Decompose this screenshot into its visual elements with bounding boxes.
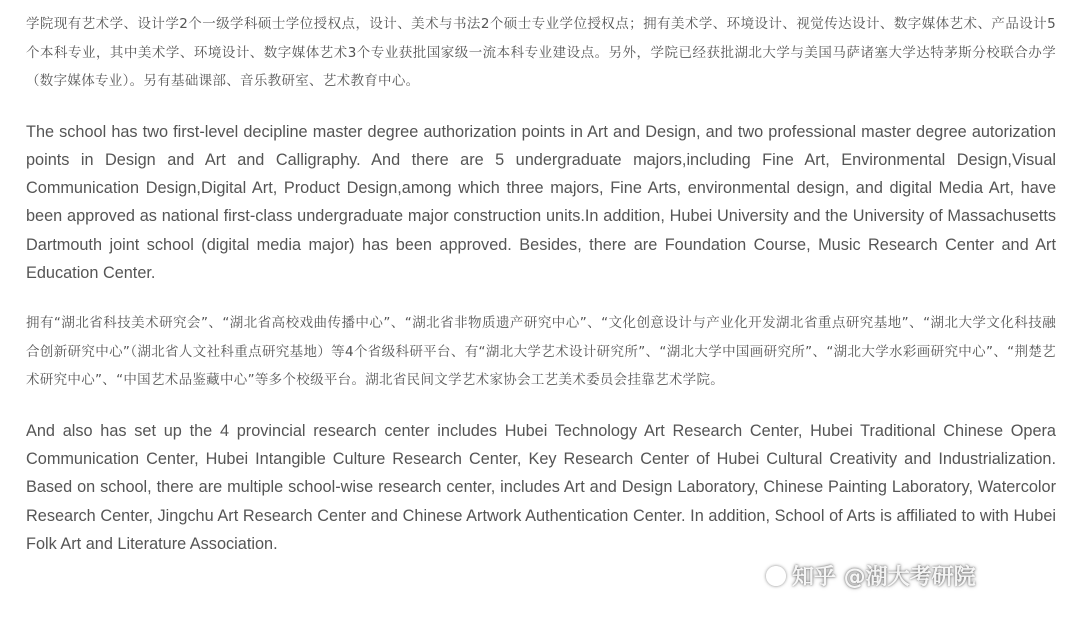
zhihu-logo-icon (766, 566, 786, 586)
paragraph-english-research: And also has set up the 4 provincial research center includes Hubei Technology Art Research Center, Hubei Traditional Chinese Opera Communication Center, Hubei Intangible Culture Research Center, Key Research Center of Hubei Cultural Creativity and Industrialization. Based on school, there are multiple school-wise research center, includes Art and Design Laboratory, Chinese Painting Laboratory, Watercolor Research Center, Jingchu Art Research Center and Chinese Artwork Authentication Center. In addition, School of Arts is affiliated to with Hubei Folk Art and Literature Association. (26, 421, 1056, 553)
watermark (766, 560, 976, 591)
paragraph-english-intro: The school has two first-level decipline master degree authorization points in Art and Design, and two professional master degree autorization points in Design and Art and Calligraphy. And there are 5 undergraduate majors,including Fine Art, Environmental Design,Visual Communication Design,Digital Art, Product Design,among which three majors, Fine Arts, environmental design, and digital Media Art, have been approved as national first-class undergraduate major construction units.In addition, Hubei University and the University of Massachusetts Dartmouth joint school (digital media major) has been approved. Besides, there are Foundation Course, Music Research Center and Art Education Center. (26, 122, 1056, 282)
article-body (26, 10, 1056, 558)
paragraph-chinese-research: 拥有“湖北省科技美术研究会”、“湖北省高校戏曲传播中心”、“湖北省非物质遗产研究中心”、“文化创意设计与产业化开发湖北省重点研究基地”、“湖北大学文化科技融合创新研究中心”（湖北省人文社科重点研究基地）等4个省级科研平台、有“湖北大学艺术设计研究所”、“湖北大学中国画研究所”、“湖北大学水彩画研究中心”、“荆楚艺术研究中心”、“中国艺术品鉴藏中心”等多个校级平台。湖北省民间文学艺术家协会工艺美术委员会挂靠艺术学院。 (26, 315, 1056, 389)
watermark-text: 知乎 @湖大考研院 (792, 565, 976, 590)
paragraph-chinese-intro: 学院现有艺术学、设计学2个一级学科硕士学位授权点，设计、美术与书法2个硕士专业学位授权点；拥有美术学、环境设计、视觉传达设计、数字媒体艺术、产品设计5个本科专业，其中美术学、环境设计、数字媒体艺术3个专业获批国家级一流本科专业建设点。另外，学院已经获批湖北大学与美国马萨诸塞大学达特茅斯分校联合办学（数字媒体专业）。另有基础课部、音乐教研室、艺术教育中心。 (26, 16, 1056, 89)
